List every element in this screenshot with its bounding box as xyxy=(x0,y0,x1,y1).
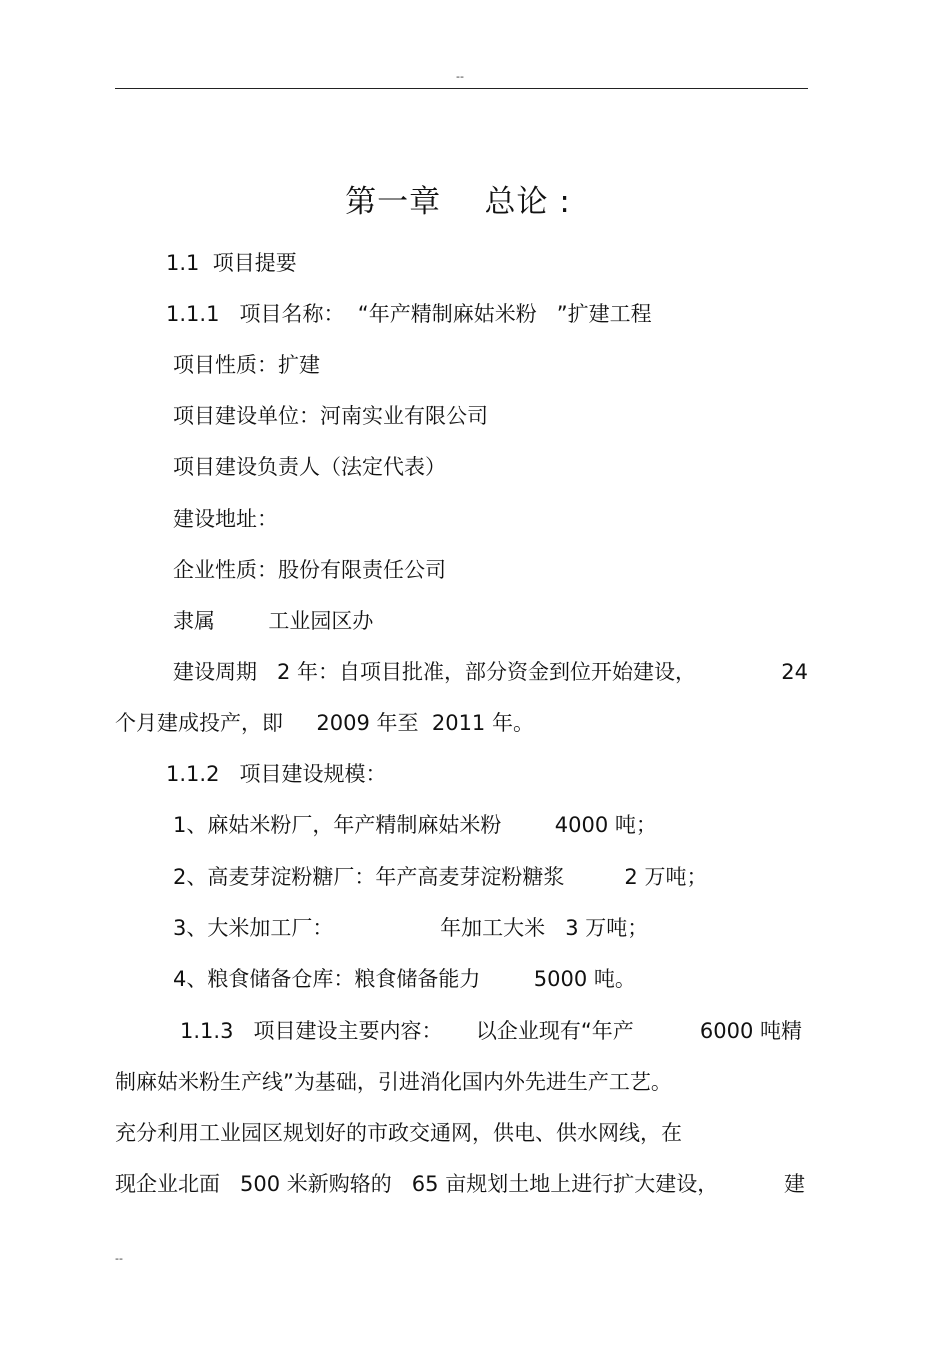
affiliation: 隶属 工业园区办 xyxy=(173,609,374,633)
section-1-1-3-line-4-end: 建 xyxy=(784,1172,805,1196)
project-nature: 项目性质：扩建 xyxy=(173,353,320,377)
construction-period-text: 建设周期 2 年：自项目批准，部分资金到位开始建设， xyxy=(173,660,697,684)
scale-item-4: 4、粮食储备仓库：粮食储备能力 5000 吨。 xyxy=(173,967,636,991)
construction-period-line-2: 个月建成投产，即 2009 年至 2011 年。 xyxy=(115,711,534,735)
scale-item-2: 2、高麦芽淀粉糖厂：年产高麦芽淀粉糖浆 2 万吨； xyxy=(173,865,708,889)
section-1-1-3-line-2: 制麻姑米粉生产线”为基础，引进消化国内外先进生产工艺。 xyxy=(115,1070,672,1094)
project-unit: 项目建设单位：河南实业有限公司 xyxy=(173,404,488,428)
header-mark: -- xyxy=(456,70,464,83)
section-heading-1-1-2: 1.1.2 项目建设规模： xyxy=(166,762,387,786)
section-1-1-3-line-1 xyxy=(180,1016,802,1046)
section-1-1-3-line-4-text: 现企业北面 500 米新购辂的 65 亩规划土地上进行扩大建设， xyxy=(115,1172,719,1196)
section-1-1-3-heading: 1.1.3 项目建设主要内容： 以企业现有“年产 xyxy=(180,1019,634,1043)
scale-item-1: 1、麻姑米粉厂，年产精制麻姑米粉 4000 吨； xyxy=(173,813,657,837)
project-leader: 项目建设负责人（法定代表） xyxy=(173,455,446,479)
project-address: 建设地址： xyxy=(173,507,278,531)
section-1-1-3-line-3: 充分利用工业园区规划好的市政交通网，供电、供水网线，在 xyxy=(115,1121,682,1145)
section-heading-1-1-1: 1.1.1 项目名称： “年产精制麻姑米粉 ”扩建工程 xyxy=(166,302,652,326)
section-heading-1-1: 1.1 项目提要 xyxy=(166,251,297,275)
construction-period-line-1 xyxy=(173,657,808,687)
enterprise-nature: 企业性质：股份有限责任公司 xyxy=(173,558,446,582)
construction-period-months: 24 xyxy=(781,660,808,684)
header-rule xyxy=(115,88,808,89)
section-1-1-3-line-1-end: 6000 吨精 xyxy=(699,1019,802,1043)
section-1-1-3-line-4 xyxy=(115,1169,805,1199)
footer-mark: -- xyxy=(115,1252,123,1265)
scale-item-3: 3、大米加工厂： 年加工大米 3 万吨； xyxy=(173,916,649,940)
chapter-title: 第一章 总论 : xyxy=(345,184,571,220)
